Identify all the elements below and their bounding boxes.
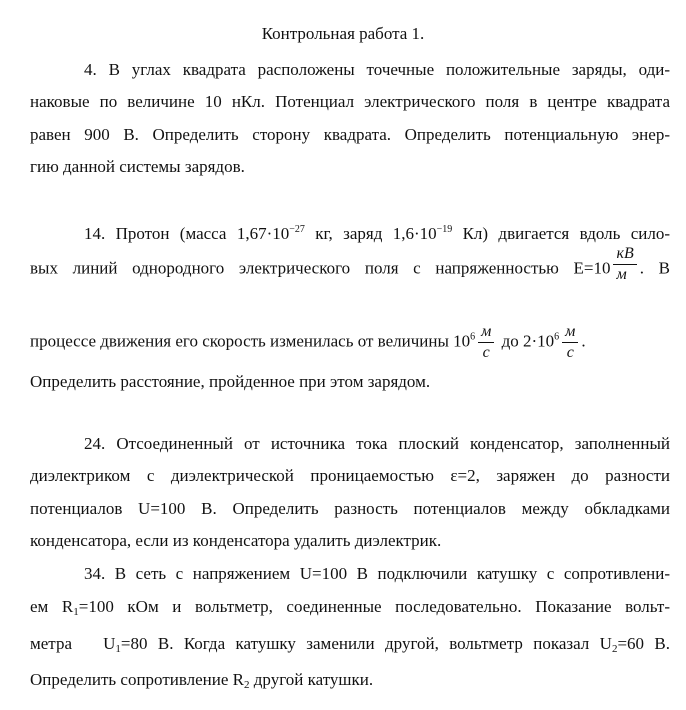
text-run: . В — [639, 258, 671, 278]
subscript: 2 — [244, 679, 250, 691]
text-run: 14. Протон (масса 1,67·10 — [84, 224, 290, 243]
problem-24-line-4: конденсатора, если из конденсатора удалить диэлектрик. — [30, 531, 442, 550]
problem-14-line-2 — [30, 245, 671, 285]
problem-4-line-3: равен 900 В. Определить сторону квадрата. Определить потенциальную энер- — [30, 125, 670, 144]
fraction-denominator: с — [482, 344, 490, 361]
subscript: 1 — [73, 606, 79, 618]
fraction-numerator: м — [478, 322, 494, 343]
text-run: ем R — [30, 597, 74, 616]
text-run: =80 В. Когда катушку заменили другой, вольтметр показал U — [120, 634, 612, 653]
text-run: . — [581, 331, 586, 351]
problem-4-line-4: гию данной системы зарядов. — [30, 157, 245, 176]
page-title: Контрольная работа 1. — [261, 24, 425, 43]
text-run: =60 В. — [617, 634, 670, 653]
exponent: −27 — [289, 224, 305, 235]
problem-24-line-1: 24. Отсоединенный от источника тока плоский конденсатор, заполненный — [84, 434, 670, 453]
fraction-denominator: м — [616, 266, 627, 283]
exponent: 6 — [470, 331, 476, 343]
problem-34-line-4 — [30, 668, 670, 692]
problem-34-line-2 — [30, 595, 670, 619]
subscript: 1 — [115, 643, 121, 655]
problem-24-line-3: потенциалов U=100 В. Определить разность потенциалов между обкладками — [30, 499, 670, 518]
fraction-m-per-s — [562, 322, 578, 363]
problem-34-line-1: 34. В сеть с напряжением U=100 В подключили катушку с сопротивлени- — [84, 564, 670, 583]
fraction-denominator: с — [566, 344, 574, 361]
text-run: Определить сопротивление R — [30, 670, 245, 689]
problem-4-line-1: 4. В углах квадрата расположены точечные положительные заряды, оди- — [84, 60, 670, 79]
fraction-numerator: кВ — [613, 244, 636, 265]
problem-14-line-1 — [84, 222, 670, 246]
text-run: Кл) двигается вдоль сило- — [452, 224, 670, 243]
text-run: кг, заряд 1,6·10 — [304, 224, 437, 243]
text-run: до 2·10 — [497, 331, 555, 351]
fraction-kv-per-m — [613, 244, 636, 285]
text-run: вых линий однородного электрического поля с напряженностью E=10 — [30, 258, 611, 278]
problem-4-line-2: наковые по величине 10 нКл. Потенциал электрического поля в центре квадрата — [30, 92, 670, 111]
text-run: =100 кОм и вольтметр, соединенные последовательно. Показание вольт- — [78, 597, 670, 616]
problem-14-line-4: Определить расстояние, пройденное при этом зарядом. — [30, 372, 431, 391]
fraction-m-per-s — [478, 322, 494, 363]
exponent: −19 — [436, 224, 453, 235]
subscript: 2 — [611, 643, 618, 655]
problem-34-line-3 — [30, 632, 670, 656]
text-run: процессе движения его скорость изменилась от величины 10 — [30, 331, 471, 351]
problem-24-line-2: диэлектриком с диэлектрической проницаемостью ε=2, заряжен до разности — [30, 466, 670, 485]
text-run: другой катушки. — [249, 670, 374, 689]
fraction-numerator: м — [562, 322, 578, 343]
exponent: 6 — [554, 331, 560, 343]
text-run: метра U — [30, 634, 116, 653]
problem-14-line-3 — [30, 322, 670, 363]
